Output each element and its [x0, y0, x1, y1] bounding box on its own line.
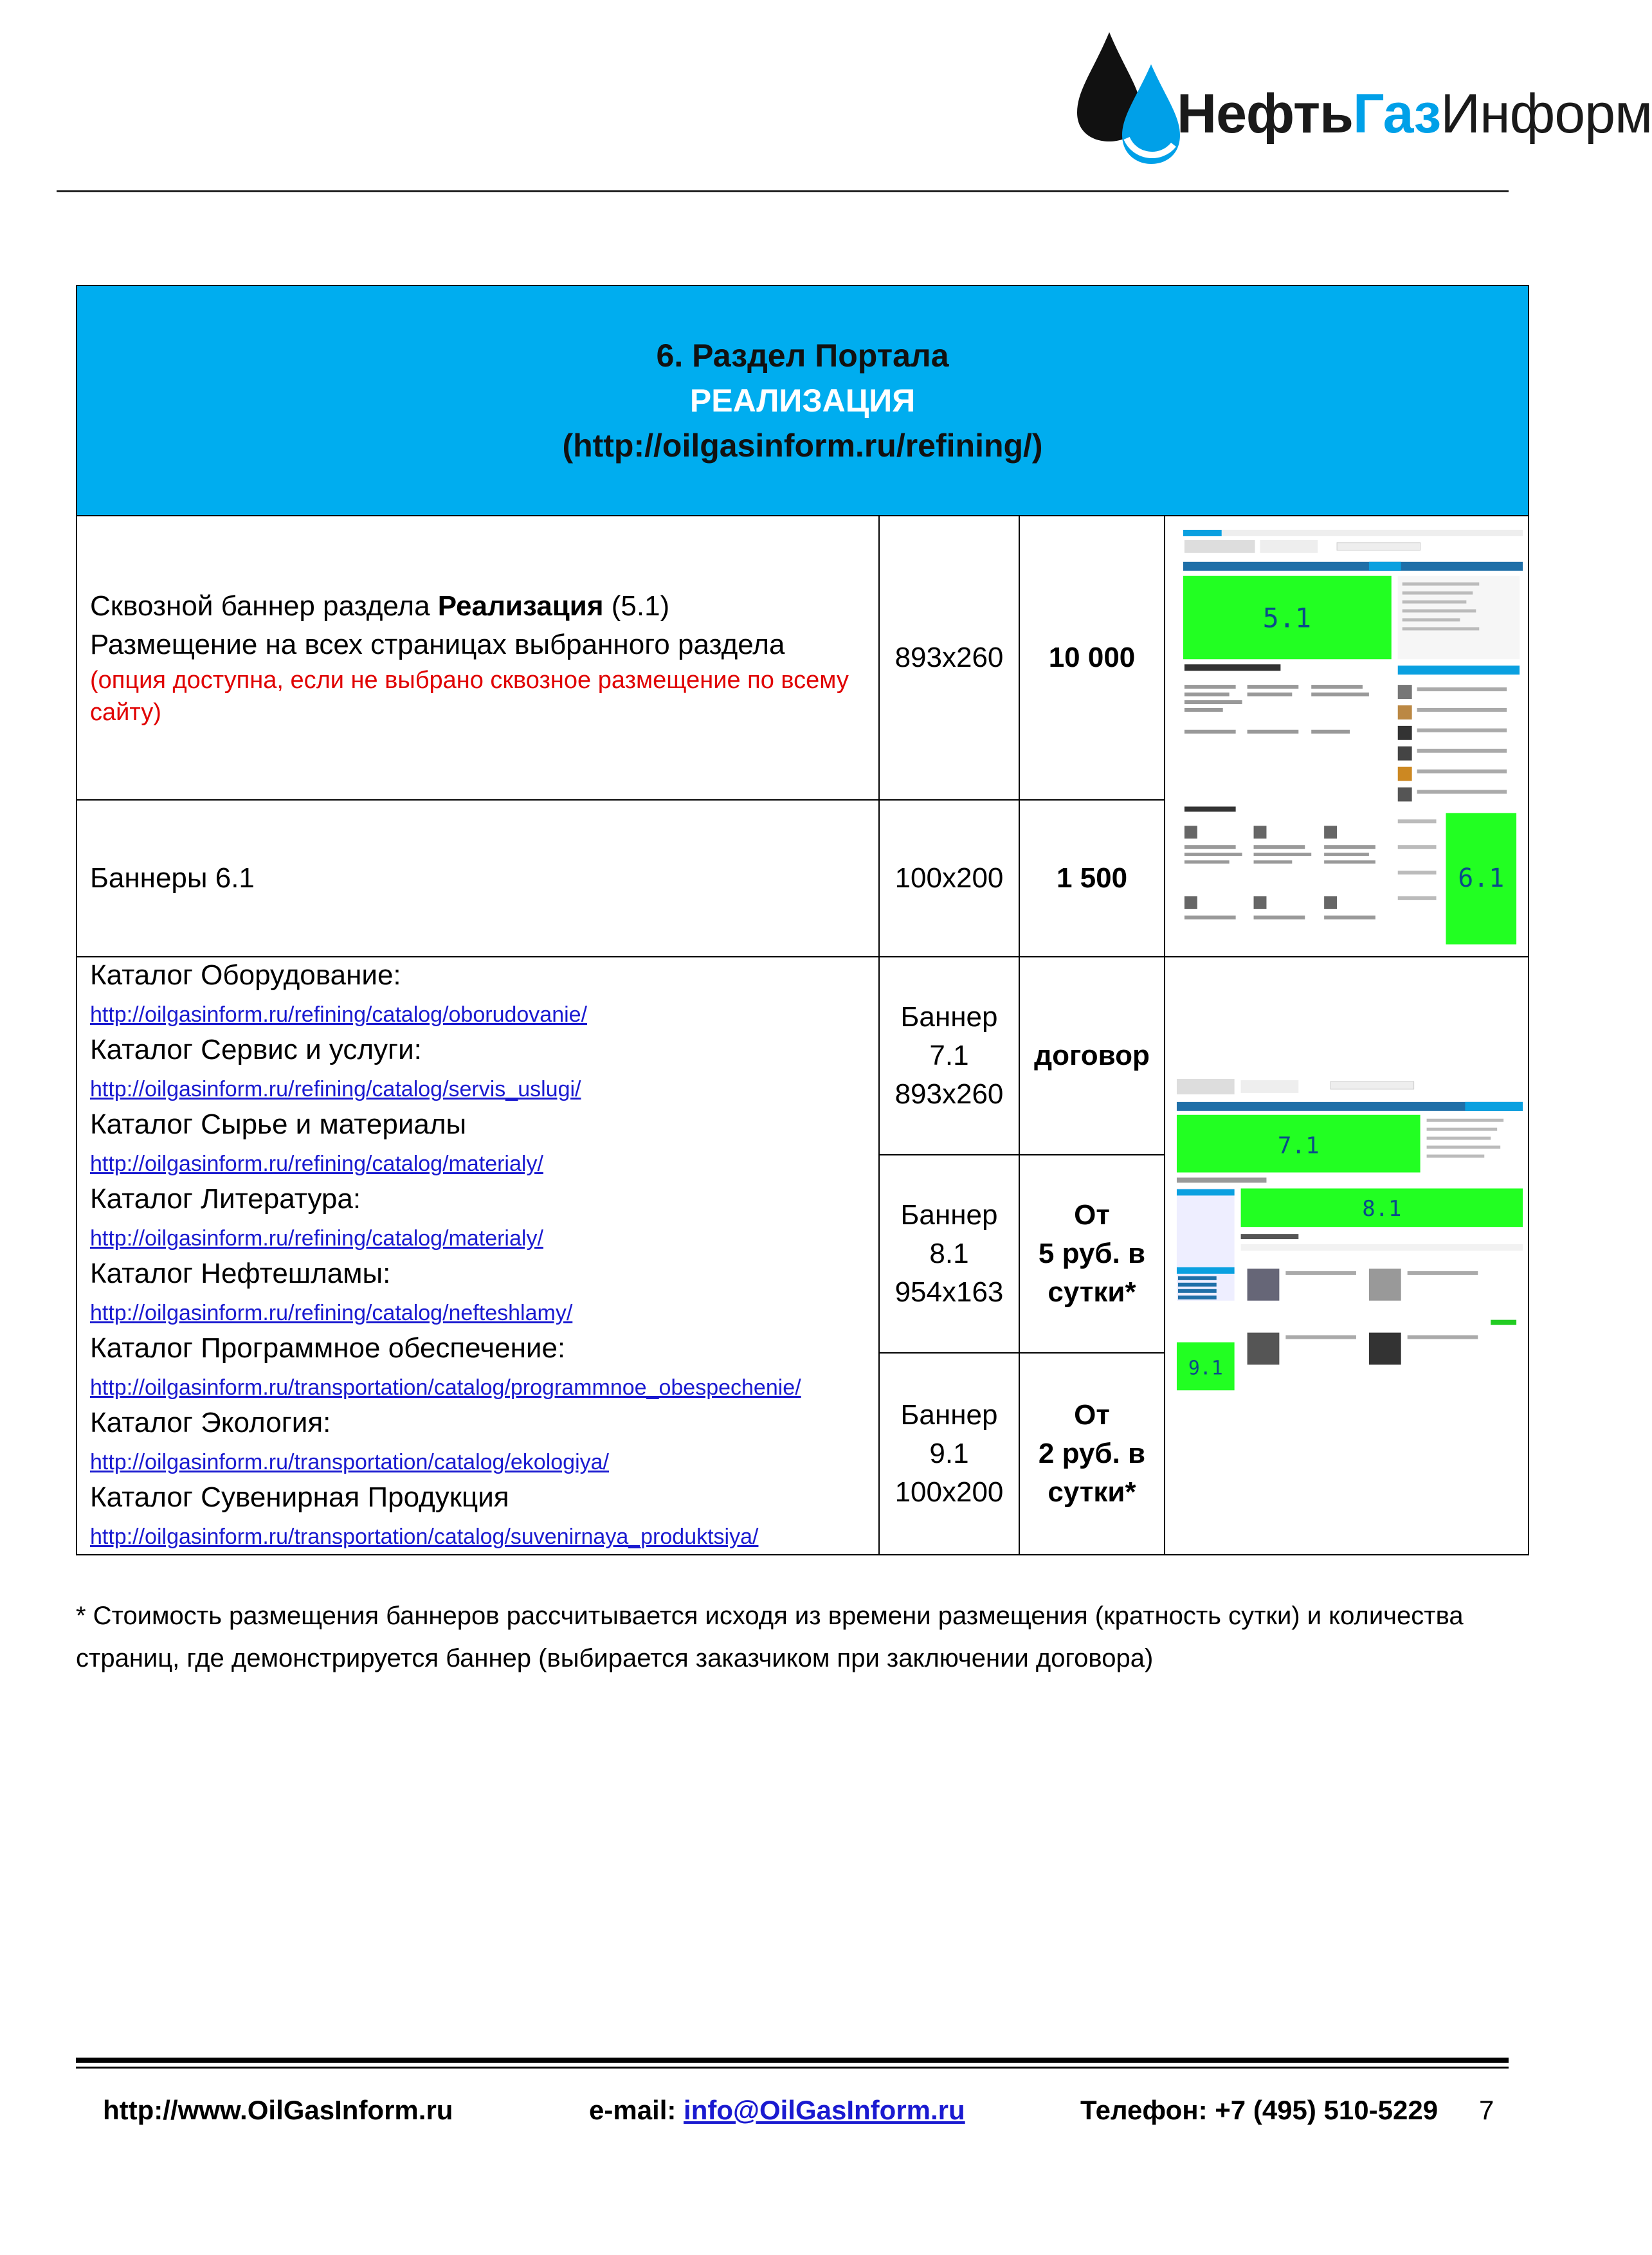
footer-email-label: e-mail: — [589, 2095, 684, 2125]
banner-6-1-label: 6.1 — [1458, 864, 1505, 894]
screenshot-catalog-page — [1165, 957, 1529, 1555]
catalog-item: Каталог Программное обеспечение: http://oilgasinform.ru/transportation/catalog/programmnoe_obespechenie/ — [90, 1332, 801, 1400]
row-banners-6-1-desc: Баннеры 6.1 — [77, 800, 879, 957]
row2-price: 1 500 — [1019, 800, 1165, 957]
catalog-link[interactable]: http://oilgasinform.ru/transportation/catalog/ekologiya/ — [90, 1450, 610, 1474]
row1-suffix: (5.1) — [603, 590, 670, 622]
catalog-item: Каталог Литература: http://oilgasinform.ru/refining/catalog/materialy/ — [90, 1183, 543, 1251]
banner-7-1-price: договор — [1019, 957, 1165, 1155]
row-through-banner-desc — [77, 516, 879, 800]
footer-divider — [76, 2058, 1509, 2063]
banner-8-1-price: От 5 руб. в сутки* — [1019, 1155, 1165, 1353]
banner-9-1-price: От 2 руб. в сутки* — [1019, 1353, 1165, 1555]
catalog-link[interactable]: http://oilgasinform.ru/transportation/catalog/suvenirnaya_produktsiya/ — [90, 1525, 759, 1549]
catalog-link[interactable]: http://oilgasinform.ru/refining/catalog/oborudovanie/ — [90, 1002, 588, 1027]
footer-site: http://www.OilGasInform.ru — [103, 2095, 453, 2125]
catalog-link[interactable]: http://oilgasinform.ru/refining/catalog/materialy/ — [90, 1152, 543, 1176]
section-header — [77, 285, 1529, 516]
site-screenshot-2 — [1170, 1076, 1523, 1448]
row1-size: 893x260 — [879, 516, 1019, 800]
row1-note: (опция доступна, если не выбрано сквозное размещение по всему сайту) — [90, 667, 849, 726]
banner-8-1-spec: Баннер 8.1 954x163 — [879, 1155, 1019, 1353]
site-screenshot-1 — [1170, 525, 1523, 948]
catalog-link[interactable]: http://oilgasinform.ru/refining/catalog/servis_uslugi/ — [90, 1077, 581, 1101]
row1-bold: Реализация — [437, 590, 604, 622]
catalog-item: Каталог Сервис и услуги: http://oilgasinform.ru/refining/catalog/servis_uslugi/ — [90, 1034, 581, 1101]
catalog-link[interactable]: http://oilgasinform.ru/refining/catalog/materialy/ — [90, 1226, 543, 1251]
footer-email — [589, 2095, 965, 2126]
page-number: 7 — [1479, 2095, 1494, 2125]
banner-8-1-label: 8.1 — [1362, 1196, 1402, 1222]
row1-line2: Размещение на всех страницах выбранного раздела — [90, 629, 785, 660]
catalog-link[interactable]: http://oilgasinform.ru/transportation/catalog/programmnoe_obespechenie/ — [90, 1375, 801, 1400]
row1-price: 10 000 — [1019, 516, 1165, 800]
catalog-list — [77, 957, 879, 1555]
banner-5-1-label: 5.1 — [1262, 602, 1312, 634]
section-subtitle: РЕАЛИЗАЦИЯ — [689, 383, 916, 419]
pricing-table — [76, 285, 1529, 1555]
section-url: (http://oilgasinform.ru/refining/) — [562, 428, 1043, 464]
logo-wordmark: НефтьГазИнформ — [1177, 83, 1652, 145]
catalog-item: Каталог Сырье и материалы http://oilgasinform.ru/refining/catalog/materialy/ — [90, 1109, 543, 1176]
catalog-item: Каталог Экология: http://oilgasinform.ru/transportation/catalog/ekologiya/ — [90, 1407, 610, 1474]
banner-9-1-spec: Баннер 9.1 100x200 — [879, 1353, 1019, 1555]
banner-7-1-label: 7.1 — [1277, 1132, 1320, 1159]
catalog-item: Каталог Сувенирная Продукция http://oilgasinform.ru/transportation/catalog/suvenirnaya_produktsiya/ — [90, 1481, 759, 1549]
section-title: 6. Раздел Портала — [656, 338, 949, 374]
screenshot-section-page — [1165, 516, 1529, 957]
row2-size: 100x200 — [879, 800, 1019, 957]
row1-text: Сквозной баннер раздела — [90, 590, 438, 622]
catalog-link[interactable]: http://oilgasinform.ru/refining/catalog/nefteshlamy/ — [90, 1301, 573, 1325]
footer-phone: Телефон: +7 (495) 510-5229 — [1080, 2095, 1439, 2125]
header-divider — [57, 190, 1509, 192]
catalog-item: Каталог Оборудование: http://oilgasinform.ru/refining/catalog/oborudovanie/ — [90, 959, 588, 1027]
banner-7-1-spec: Баннер 7.1 893x260 — [879, 957, 1019, 1155]
banner-9-1-label: 9.1 — [1188, 1357, 1223, 1380]
footer-email-link[interactable]: info@OilGasInform.ru — [684, 2095, 965, 2125]
catalog-item: Каталог Нефтешламы: http://oilgasinform.ru/refining/catalog/nefteshlamy/ — [90, 1258, 573, 1325]
pricing-footnote: * Стоимость размещения баннеров рассчитывается исходя из времени размещения (кратность сутки) и количества страниц, где демонстрируется баннер (выбирается заказчиком при заключении договора) — [76, 1602, 1464, 1672]
footer-divider-thin — [76, 2067, 1509, 2069]
